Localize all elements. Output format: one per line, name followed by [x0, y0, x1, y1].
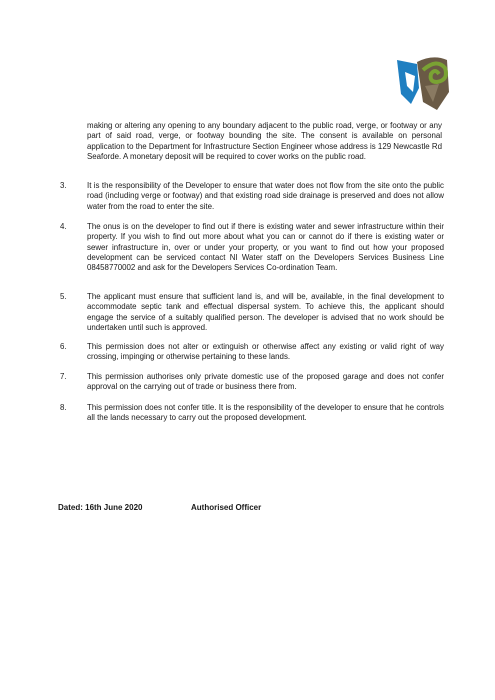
- condition-5: [60, 292, 444, 333]
- dated-label: Dated: 16th June 2020: [58, 503, 143, 512]
- lead-paragraph: making or altering any opening to any boundary adjacent to the public road, verge, or footway or any part of said road, verge, or footway bounding the site. The consent is available on personal application to the Department for Infrastructure Section Engineer whose address is 129 Newcastle Rd Seaforde. A monetary deposit will be required to cover works on the public road.: [87, 121, 442, 161]
- condition-number: 8.: [60, 403, 67, 412]
- condition-8: [60, 403, 444, 424]
- condition-text: The applicant must ensure that sufficient land is, and will be, available, in the final development to accommodate septic tank and effectual dispersal system. To achieve this, the applicant should engage the service of a suitably qualified person. The developer is advised that no work should be undertaken until such is approved.: [87, 292, 444, 332]
- condition-4: [60, 222, 444, 273]
- condition-number: 3.: [60, 181, 67, 190]
- condition-number: 7.: [60, 372, 67, 381]
- condition-number: 5.: [60, 292, 67, 301]
- condition-text: This permission does not alter or extinguish or otherwise affect any existing or valid right of way crossing, impinging or otherwise pertaining to these lands.: [87, 342, 444, 362]
- condition-text: This permission authorises only private domestic use of the proposed garage and does not confer approval on the carrying out of trade or business there from.: [87, 372, 444, 392]
- condition-6: [60, 342, 444, 363]
- condition-text: It is the responsibility of the Developer to ensure that water does not flow from the site onto the public road (including verge or footway) and that existing road side drainage is preserved and does not allow water from the road to enter the site.: [87, 181, 444, 211]
- authorised-officer-label: Authorised Officer: [191, 503, 262, 512]
- council-logo-icon: [393, 52, 455, 112]
- condition-7: [60, 372, 444, 393]
- condition-text: This permission does not confer title. It is the responsibility of the developer to ensure that he controls all the lands necessary to carry out the proposed development.: [87, 403, 444, 423]
- condition-number: 4.: [60, 222, 67, 231]
- condition-3: [60, 181, 444, 212]
- condition-text: The onus is on the developer to find out if there is existing water and sewer infrastructure within their property. If you wish to find out more about what you can or cannot do if there is existing water or sewer infrastructure in, over or under your property, or you want to find out how your proposed development can be serviced contact NI Water staff on the Developers Services Business Line 08458770002 and ask for the Developers Services Co-ordination Team.: [87, 222, 444, 273]
- condition-number: 6.: [60, 342, 67, 351]
